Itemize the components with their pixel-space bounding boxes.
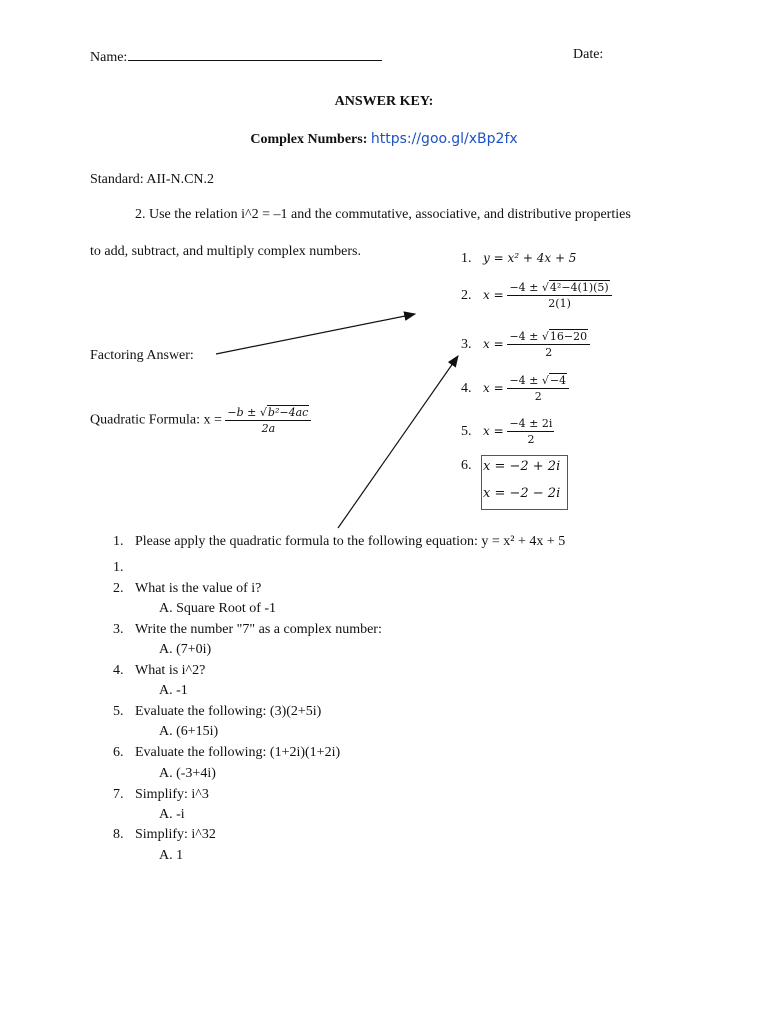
question-4: 4. What is i^2? [113, 663, 206, 678]
step-4-fraction: $\frac{-4 \pm √-4}{2}$ [507, 374, 569, 403]
step-2-fraction: $\frac{\text{−4 ± √4²−4(1)(5)}}{2(1)}$ [507, 281, 611, 310]
step-5: 5. x = $\frac{-4 \pm 2i}{2}$ [461, 417, 553, 446]
subtitle-label: Complex Numbers: [250, 132, 368, 147]
answer-3: A. (7+0i) [159, 642, 212, 657]
step-6-line-2: x = −2 − 2i [483, 486, 561, 501]
question-1: 1. Please apply the quadratic formula to the following equation: y = x² + 4x + 5 [113, 534, 566, 549]
answer-5: A. (6+15i) [159, 724, 219, 739]
quadratic-arrow [338, 356, 458, 528]
step-2: 2. x = $\frac{\text{−4 ± √4²−4(1)(5)}}{2(1)}$ [461, 281, 612, 310]
factoring-answer-label: Factoring Answer: [90, 348, 194, 363]
step-6-line-1: x = −2 + 2i [483, 459, 561, 474]
question-6: 6. Evaluate the following: (1+2i)(1+2i) [113, 745, 341, 760]
step-1: 1. y = x² + 4x + 5 [461, 251, 577, 266]
question-7: 7. Simplify: i^3 [113, 787, 209, 802]
description-line-2: to add, subtract, and multiply complex numbers. [90, 244, 362, 259]
answer-4: A. -1 [159, 683, 188, 698]
answer-7: A. -i [159, 807, 185, 822]
name-label: Name: [90, 50, 128, 65]
question-5: 5. Evaluate the following: (3)(2+5i) [113, 704, 322, 719]
step-3-fraction: $\frac{-4 \pm √16-20}{2}$ [507, 330, 590, 359]
answer-8: A. 1 [159, 848, 184, 863]
standard-text: Standard: AII-N.CN.2 [90, 172, 215, 187]
page-title: ANSWER KEY: [334, 94, 434, 109]
question-1-blank: 1. [113, 560, 124, 575]
answer-2: A. Square Root of -1 [159, 601, 277, 616]
question-2: 2. What is the value of i? [113, 581, 262, 596]
step-3: 3. x = $\frac{-4 \pm √16-20}{2}$ [461, 330, 590, 359]
quadratic-numerator: −b ± √b²−4ac [225, 406, 311, 421]
question-8: 8. Simplify: i^32 [113, 827, 216, 842]
quadratic-formula-label: Quadratic Formula: x = [90, 412, 222, 428]
question-3: 3. Write the number "7" as a complex number: [113, 622, 382, 637]
factoring-arrow [216, 314, 415, 354]
description-line-1: 2. Use the relation i^2 = –1 and the commutative, associative, and distributive properties [135, 207, 631, 222]
step-4: 4. x = $\frac{-4 \pm √-4}{2}$ [461, 374, 569, 403]
subtitle-link[interactable]: https://goo.gl/xBp2fx [370, 131, 518, 147]
step-5-fraction: $\frac{-4 \pm 2i}{2}$ [509, 417, 553, 446]
step-6-number: 6. [461, 458, 472, 473]
date-label: Date: [573, 47, 604, 62]
quadratic-denominator: 2a [261, 422, 276, 435]
answer-6: A. (-3+4i) [159, 766, 216, 781]
